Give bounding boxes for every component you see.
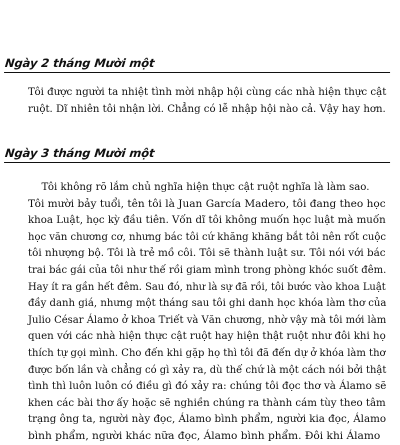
- text-line: thích tự gọi mình. Cho đến khi gặp họ thì tôi đã đến dự ở khóa làm thơ: [28, 346, 386, 359]
- text-line: khoa Luật, học kỳ đầu tiên. Vốn dĩ tôi không muốn học luật mà muốn: [28, 214, 386, 227]
- text-line: Tôi không rõ lắm chủ nghĩa hiện thực cật ruột nghĩa là làm sao.: [41, 181, 370, 193]
- text-line: Julio César Álamo ở khoa Triết và Văn chương, nhờ vậy mà tôi mới làm: [28, 313, 387, 326]
- text-line: học văn chương cơ, nhưng bác tôi cứ khăng khăng bắt tôi nên rốt cuộc: [28, 230, 387, 243]
- text-line: trai bác gái của tôi như thế rồi giam mình trong phòng khóc suốt đêm.: [28, 263, 387, 276]
- text-line: trạng ông ta, người này đọc, Álamo bình phẩm, người kia đọc, Álamo: [28, 413, 387, 426]
- text-line: được bốn lần và chẳng có gì xảy ra, dù thế chứ là một cách nói bởi thật: [28, 363, 387, 376]
- text-line: đầy danh giá, nhưng một tháng sau tôi ghi danh học khóa làm thơ của: [28, 297, 387, 310]
- diary-entry-heading-nov-3: Ngày 3 tháng Mười một: [4, 146, 392, 163]
- text-line: quen với các nhà hiện thực cật ruột hay hiện thật ruột như đôi khi họ: [28, 330, 386, 343]
- text-line: Tôi mười bảy tuổi, tên tôi là Juan García Madero, tôi đang theo học: [28, 197, 386, 210]
- diary-entry-heading-nov-2: Ngày 2 tháng Mười một: [4, 56, 392, 73]
- text-line: ruột. Dĩ nhiên tôi nhận lời. Chẳng có lễ nhập hội nào cả. Vậy hay hơn.: [28, 102, 386, 115]
- diary-entry-body-nov-2: [28, 84, 386, 117]
- text-line: tôi nhượng bộ. Tôi là trẻ mồ côi. Tôi sẽ thành luật sư. Tôi nói với bác: [28, 247, 386, 260]
- text-line: khen các bài thơ ấy hoặc sẽ nghiền chúng ra thành cám tùy theo tâm: [28, 396, 386, 409]
- text-line: Hay ít ra gần hết đêm. Sau đó, như là sự đã rồi, tôi bước vào khoa Luật: [28, 280, 386, 293]
- text-line: bình phẩm, người khác nữa đọc, Álamo bình phẩm. Đôi khi Álamo: [28, 429, 381, 442]
- text-line: tình thì luôn luôn có điều gì đó xảy ra: chúng tôi đọc thơ và Álamo sẽ: [28, 380, 387, 393]
- diary-entry-body-nov-3: [28, 179, 386, 445]
- text-line: Tôi được người ta nhiệt tình mời nhập hội cùng các nhà hiện thực cật: [28, 86, 387, 98]
